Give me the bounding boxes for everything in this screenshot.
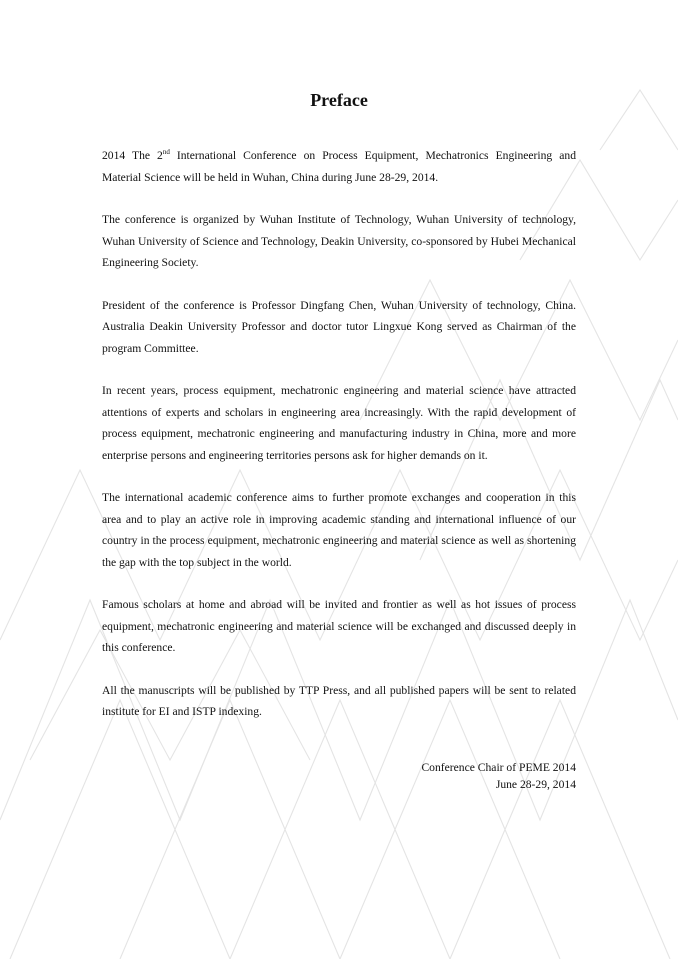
paragraph-aims: The international academic conference aims to further promote exchanges and cooperation in this area and to play an active role in improving academic standing and international influence of our country in the process equipment, mechatronic engineering and material science as well as shortening the gap with the top subject in the world. <box>102 491 576 569</box>
paragraph-text-part: 2014 The 2 <box>102 149 163 162</box>
ordinal-superscript: nd <box>162 148 170 157</box>
signature-chair: Conference Chair of PEME 2014 <box>421 761 576 774</box>
signature-block <box>320 759 576 793</box>
paragraph-publication: All the manuscripts will be published by TTP Press, and all published papers will be sent to related institute for EI and ISTP indexing. <box>102 683 576 718</box>
page-title: Preface <box>310 90 368 110</box>
paragraph-text-part: International Conference on Process Equipment, Mechatronics Engineering and Material Science will be held in Wuhan, China during June 28-29, 2014. <box>102 149 576 184</box>
paragraph-organizers: The conference is organized by Wuhan Institute of Technology, Wuhan University of technology, Wuhan University of Science and Technology, Deakin University, co-sponsored by Hubei Mechanical Engineering Society. <box>102 213 576 269</box>
signature-date: June 28-29, 2014 <box>495 778 576 791</box>
paragraph-scholars: Famous scholars at home and abroad will be invited and frontier as well as hot issues of process equipment, mechatronic engineering and material science will be exchanged and discussed deeply in this conference. <box>102 598 576 654</box>
paragraph-conference-intro <box>102 145 576 188</box>
preface-body <box>102 145 576 744</box>
paragraph-president: President of the conference is Professor Dingfang Chen, Wuhan University of technology, China. Australia Deakin University Professor and doctor tutor Lingxue Kong served as Chairman of the program Committee. <box>102 298 576 355</box>
paragraph-background: In recent years, process equipment, mechatronic engineering and material science have attracted attentions of experts and scholars in engineering area increasingly. With the rapid development of process equipment, mechatronic engineering and manufacturing industry in China, more and more enterprise persons and engineering territories persons ask for higher demands on it. <box>102 384 576 462</box>
